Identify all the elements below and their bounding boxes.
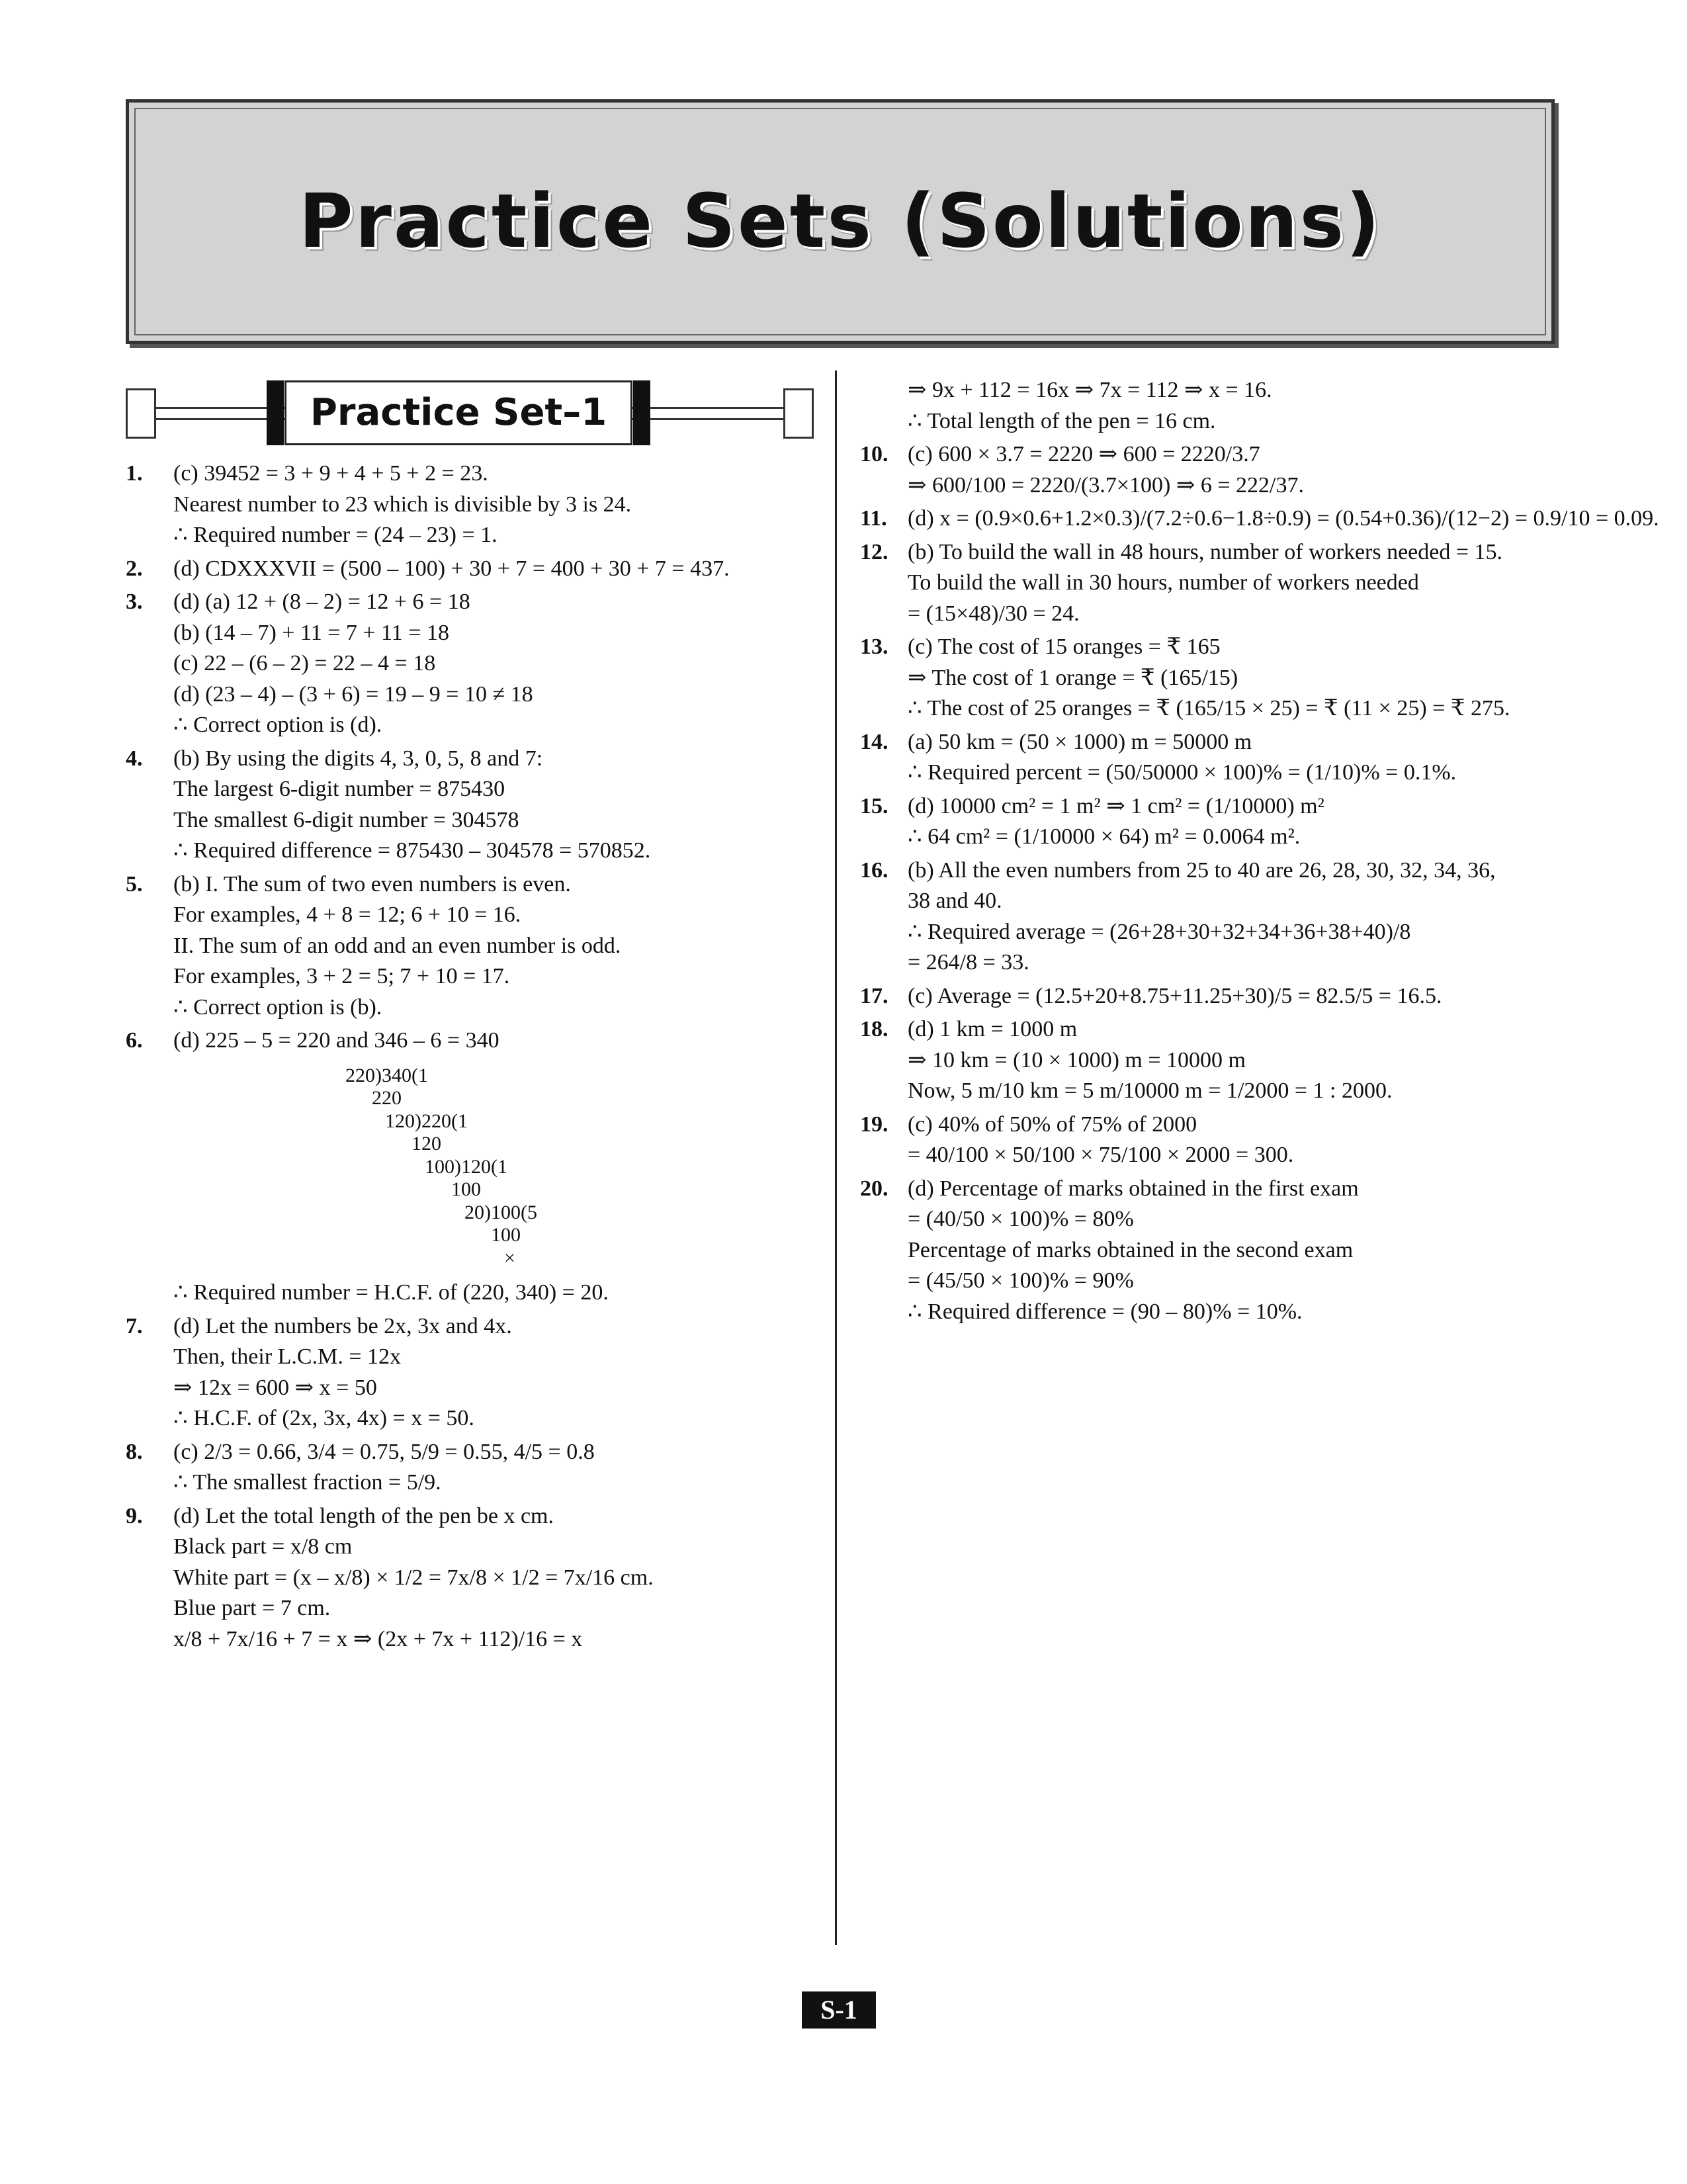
solution-line: Nearest number to 23 which is divisible by 3 is 24. bbox=[173, 492, 632, 517]
question-number: 14. bbox=[860, 729, 888, 754]
solution-item bbox=[860, 1016, 1561, 1106]
division-row: 100 bbox=[491, 1224, 521, 1246]
solution-line: (b) By using the digits 4, 3, 0, 5, 8 and 7: bbox=[173, 746, 543, 771]
division-row: 20)100(5 bbox=[464, 1201, 537, 1223]
right-column bbox=[860, 374, 1659, 1331]
division-row: 100)120(1 bbox=[425, 1155, 507, 1178]
solution-item bbox=[126, 1438, 814, 1497]
solution-line: = (15×48)/30 = 24. bbox=[908, 601, 1080, 626]
solution-line: ⇒ The cost of 1 orange = ₹ (165/15) bbox=[908, 665, 1238, 690]
solution-item bbox=[860, 1111, 1561, 1170]
solution-line: ⇒ 10 km = (10 × 1000) m = 10000 m bbox=[908, 1047, 1246, 1072]
division-row: 100 bbox=[451, 1178, 481, 1200]
solution-item bbox=[860, 539, 1561, 629]
solution-line: Black part = x/8 cm bbox=[173, 1534, 353, 1559]
solution-line: ∴ Correct option is (d). bbox=[173, 713, 382, 737]
header-ornament-right bbox=[783, 388, 814, 439]
solution-line: ∴ The cost of 25 oranges = ₹ (165/15 × 25) = ₹ (11 × 25) = ₹ 275. bbox=[908, 696, 1510, 721]
solution-item bbox=[126, 1313, 814, 1433]
solution-line: (d) Let the total length of the pen be x cm. bbox=[173, 1503, 554, 1528]
solution-line: (d) (23 – 4) – (3 + 6) = 19 – 9 = 10 ≠ 18 bbox=[173, 681, 533, 707]
solution-line: (c) 22 – (6 – 2) = 22 – 4 = 18 bbox=[173, 651, 436, 676]
solution-line: (d) CDXXXVII = (500 – 100) + 30 + 7 = 400 + 30 + 7 = 437. bbox=[173, 556, 730, 581]
set-title-box bbox=[284, 380, 632, 445]
solution-line: ⇒ 12x = 600 ⇒ x = 50 bbox=[173, 1375, 377, 1400]
solution-line: ∴ Required difference = (90 – 80)% = 10%. bbox=[908, 1299, 1303, 1324]
page-title: Practice Sets (Solutions) bbox=[298, 179, 1382, 265]
solution-line: (c) 600 × 3.7 = 2220 ⇒ 600 = 2220/3.7 bbox=[908, 442, 1260, 466]
solution-line: = 264/8 = 33. bbox=[908, 950, 1029, 975]
solution-line: ∴ Required average = (26+28+30+32+34+36+38+40)/8 bbox=[908, 919, 1411, 944]
solution-line: (d) Let the numbers be 2x, 3x and 4x. bbox=[173, 1313, 512, 1338]
solution-item bbox=[126, 1027, 814, 1307]
solution-line: White part = (x – x/8) × 1/2 = 7x/8 × 1/2 = 7x/16 cm. bbox=[173, 1565, 654, 1590]
question-number: 10. bbox=[860, 442, 888, 466]
question-number: 2. bbox=[126, 556, 143, 581]
question-number: 16. bbox=[860, 857, 888, 883]
question-number: 3. bbox=[126, 590, 143, 614]
solution-line: = (45/50 × 100)% = 90% bbox=[908, 1268, 1134, 1293]
question-number: 12. bbox=[860, 539, 888, 564]
solution-line: ∴ Required number = H.C.F. of (220, 340) = 20. bbox=[173, 1280, 609, 1305]
solution-line: (d) 1 km = 1000 m bbox=[908, 1017, 1078, 1041]
question-number: 18. bbox=[860, 1017, 888, 1041]
solution-line: (b) All the even numbers from 25 to 40 are 26, 28, 30, 32, 34, 36, bbox=[908, 857, 1496, 883]
solution-line: Blue part = 7 cm. bbox=[173, 1596, 331, 1620]
division-row: × bbox=[504, 1246, 515, 1269]
solution-line: (d) (a) 12 + (8 – 2) = 12 + 6 = 18 bbox=[173, 590, 470, 614]
solution-line: ∴ H.C.F. of (2x, 3x, 4x) = x = 50. bbox=[173, 1406, 474, 1430]
solution-line: ∴ Correct option is (b). bbox=[173, 994, 382, 1020]
solution-item bbox=[860, 376, 1561, 435]
solution-line: = (40/50 × 100)% = 80% bbox=[908, 1207, 1134, 1231]
left-solutions bbox=[126, 460, 814, 1653]
solution-item bbox=[860, 505, 1659, 533]
question-number: 15. bbox=[860, 793, 888, 818]
solution-line: ⇒ 600/100 = 2220/(3.7×100) ⇒ 6 = 222/37. bbox=[908, 472, 1304, 498]
solution-item bbox=[860, 633, 1561, 723]
solution-line: ∴ Required number = (24 – 23) = 1. bbox=[173, 523, 497, 547]
solution-line: (c) 40% of 50% of 75% of 2000 bbox=[908, 1112, 1197, 1137]
solution-line: (a) 50 km = (50 × 1000) m = 50000 m bbox=[908, 729, 1252, 754]
division-row: 120)220(1 bbox=[385, 1110, 468, 1132]
solution-item bbox=[126, 745, 814, 865]
solution-line: 38 and 40. bbox=[908, 889, 1002, 913]
question-number: 19. bbox=[860, 1112, 888, 1137]
solution-item bbox=[860, 857, 1561, 977]
solution-line: ∴ Required percent = (50/50000 × 100)% = (1/10)% = 0.1%. bbox=[908, 760, 1457, 785]
solution-line: (b) I. The sum of two even numbers is even. bbox=[173, 871, 571, 896]
division-row: 220)340(1 bbox=[345, 1064, 428, 1086]
header-ornament-left bbox=[126, 388, 156, 439]
solution-line: (b) (14 – 7) + 11 = 7 + 11 = 18 bbox=[173, 620, 449, 645]
question-number: 8. bbox=[126, 1439, 143, 1464]
solution-item bbox=[126, 1503, 814, 1654]
solution-line: ⇒ 9x + 112 = 16x ⇒ 7x = 112 ⇒ x = 16. bbox=[908, 378, 1272, 402]
solution-line: (d) 10000 cm² = 1 m² ⇒ 1 cm² = (1/10000) m² bbox=[908, 793, 1324, 818]
question-number: 7. bbox=[126, 1313, 143, 1338]
solution-item bbox=[126, 555, 814, 584]
solution-line: (c) Average = (12.5+20+8.75+11.25+30)/5 = 82.5/5 = 16.5. bbox=[908, 983, 1442, 1008]
solution-line: (d) x = (0.9×0.6+1.2×0.3)/(7.2÷0.6−1.8÷0.9) = (0.54+0.36)/(12−2) = 0.9/10 = 0.09. bbox=[908, 506, 1659, 531]
question-number: 20. bbox=[860, 1176, 888, 1201]
solution-line: (c) 2/3 = 0.66, 3/4 = 0.75, 5/9 = 0.55, 4/5 = 0.8 bbox=[173, 1439, 595, 1464]
question-number: 17. bbox=[860, 983, 888, 1008]
title-banner bbox=[126, 99, 1555, 344]
solution-line: ∴ 64 cm² = (1/10000 × 64) m² = 0.0064 m². bbox=[908, 824, 1301, 849]
solution-line: Now, 5 m/10 km = 5 m/10000 m = 1/2000 = 1 : 2000. bbox=[908, 1078, 1393, 1103]
solution-line: x/8 + 7x/16 + 7 = x ⇒ (2x + 7x + 112)/16 = x bbox=[173, 1626, 583, 1651]
division-row: 120 bbox=[411, 1133, 441, 1155]
solution-line: The largest 6-digit number = 875430 bbox=[173, 777, 505, 801]
solution-line: ∴ Required difference = 875430 – 304578 = 570852. bbox=[173, 838, 651, 863]
question-number: 11. bbox=[860, 506, 887, 531]
solution-line: ∴ The smallest fraction = 5/9. bbox=[173, 1470, 441, 1495]
set-header bbox=[126, 374, 814, 453]
solution-item bbox=[860, 983, 1561, 1011]
solution-line: ∴ Total length of the pen = 16 cm. bbox=[908, 408, 1216, 433]
solution-line: To build the wall in 30 hours, number of workers needed bbox=[908, 570, 1419, 595]
solution-item bbox=[860, 728, 1561, 787]
solution-line: For examples, 4 + 8 = 12; 6 + 10 = 16. bbox=[173, 902, 521, 927]
solution-item bbox=[860, 1175, 1561, 1327]
solution-line: Percentage of marks obtained in the second exam bbox=[908, 1237, 1354, 1262]
question-number: 4. bbox=[126, 746, 143, 771]
column-divider bbox=[835, 371, 837, 1945]
solution-item bbox=[126, 588, 814, 740]
long-division bbox=[345, 1065, 814, 1270]
solution-line: (b) To build the wall in 48 hours, number of workers needed = 15. bbox=[908, 539, 1503, 564]
question-number: 9. bbox=[126, 1503, 143, 1528]
question-number: 6. bbox=[126, 1028, 143, 1053]
set-title: Practice Set–1 bbox=[310, 391, 607, 434]
question-number: 1. bbox=[126, 461, 143, 486]
solution-line: (d) Percentage of marks obtained in the first exam bbox=[908, 1176, 1359, 1201]
solution-line: (c) The cost of 15 oranges = ₹ 165 bbox=[908, 634, 1221, 659]
right-solutions bbox=[860, 376, 1659, 1326]
solution-line: = 40/100 × 50/100 × 75/100 × 2000 = 300. bbox=[908, 1143, 1294, 1167]
solution-line: II. The sum of an odd and an even number is odd. bbox=[173, 933, 621, 958]
question-number: 5. bbox=[126, 871, 143, 896]
solution-item bbox=[860, 793, 1561, 852]
solution-item bbox=[126, 460, 814, 550]
solution-line: For examples, 3 + 2 = 5; 7 + 10 = 17. bbox=[173, 964, 510, 988]
division-row: 220 bbox=[372, 1087, 402, 1109]
question-number: 13. bbox=[860, 634, 888, 659]
solution-item bbox=[860, 441, 1561, 500]
page-number: S-1 bbox=[802, 1991, 876, 2029]
solution-line: The smallest 6-digit number = 304578 bbox=[173, 807, 519, 832]
solution-line: Then, their L.C.M. = 12x bbox=[173, 1344, 402, 1369]
solution-item bbox=[126, 871, 814, 1022]
left-column bbox=[126, 374, 814, 1659]
solution-line: (c) 39452 = 3 + 9 + 4 + 5 + 2 = 23. bbox=[173, 461, 488, 486]
solution-line: (d) 225 – 5 = 220 and 346 – 6 = 340 bbox=[173, 1028, 499, 1053]
